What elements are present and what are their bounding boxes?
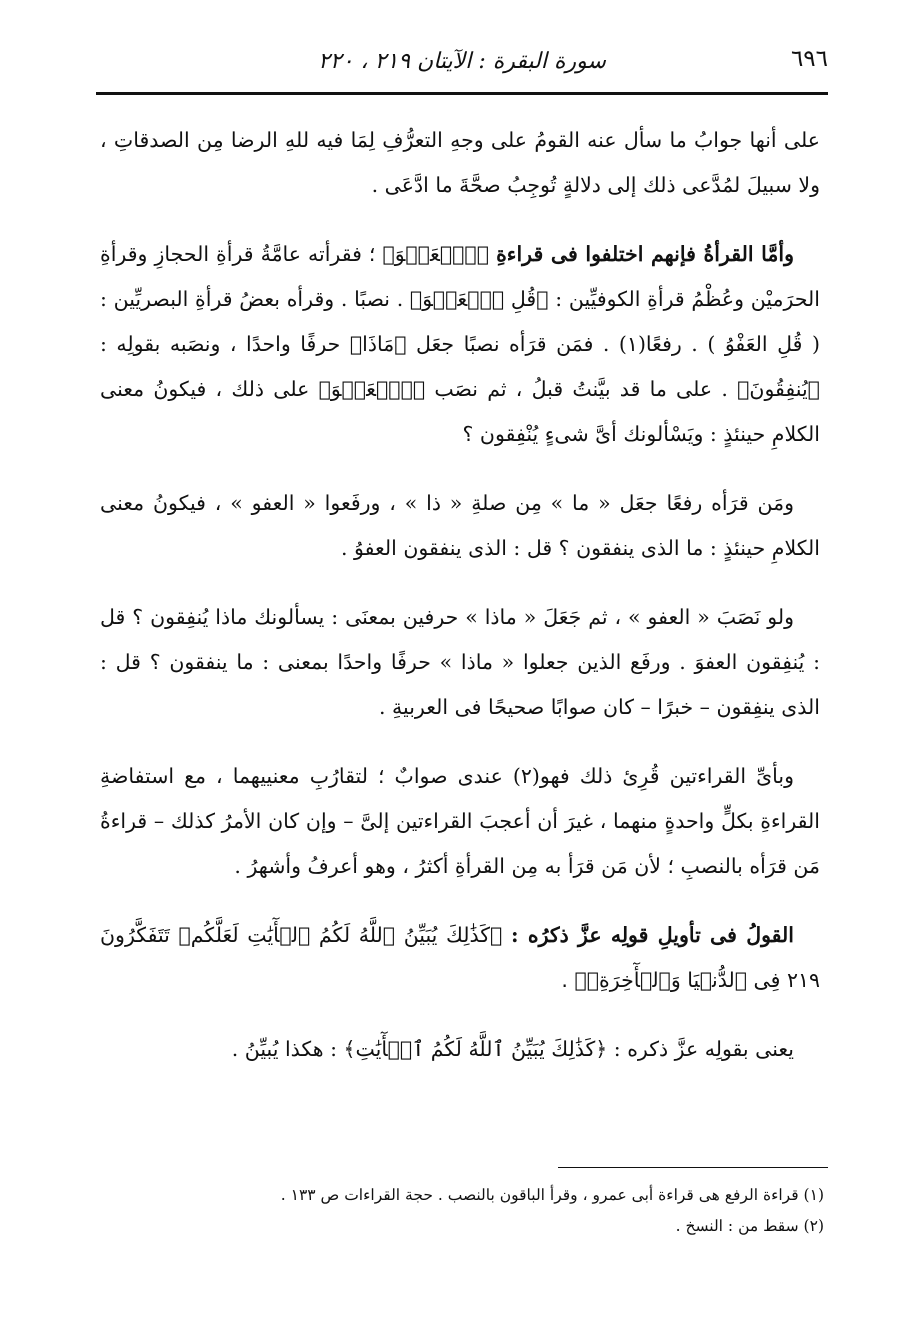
running-title: سورة البقرة : الآيتان ٢١٩ ، ٢٢٠ [318, 49, 606, 74]
paragraph-lead: القولُ فى تأويلِ قولِه عزَّ ذكرُه : [511, 923, 794, 947]
page-number: ٦٩٦ [790, 46, 828, 72]
paragraph-text: ﴿ٱلۡعَفۡوَ﴾ ؛ فقرأته عامَّةُ قرأةِ الحجازِ وقرأةِ الحرَميْن وعُظْمُ قرأةِ الكوفيِّين : ﴿قُلِ ٱلۡعَفۡوَ﴾ . نصبًا . وقرأه بعضُ قرأةِ البصريِّين : ( قُلِ العَفْوُ ) . رفعًا(١) . فمَن قرَأه نصبًا جعَل ﴿مَاذَا﴾ حرفًا واحدًا ، ونصَبه بقولِه : ﴿يُنفِقُونَ﴾ . على ما قد بيَّنتُ قبلُ ، ثم نصَب ﴿ٱلۡعَفۡوَ﴾ على ذلك ، فيكونُ معنى الكلامِ حينئذٍ : ويَسْألونك أىَّ شىءٍ يُنْفِقون ؟ [100, 242, 820, 446]
paragraph [100, 118, 820, 208]
paragraph [100, 595, 820, 730]
paragraph [100, 1027, 820, 1072]
paragraph [100, 913, 820, 1003]
paragraph-lead: وأمَّا القرأةُ فإنهم اختلفوا فى قراءةِ [496, 242, 795, 266]
paragraph-text: يعنى بقولِه عزَّ ذكره : ﴿كَذَٰلِكَ يُبَيِّنُ ٱللَّهُ لَكُمُ ٱلۡأٓيَٰتِ﴾ : هكذا يُبيِّنُ . [231, 1037, 794, 1061]
footnote: (١) قراءة الرفع هى قراءة أبى عمرو ، وقرأ الباقون بالنصب . حجة القراءات ص ١٣٣ . [280, 1186, 824, 1204]
paragraph-text: ولو نَصَبَ « العفو » ، ثم جَعَلَ « ماذا » حرفين بمعنَى : يسألونك ماذا يُنفِقون ؟ قل : يُنفِقون العفوَ . ورفَع الذين جعلوا « ماذا » حرفًا واحدًا بمعنى : ما ينفقون ؟ قل : الذى ينفِقون – خبرًا – كان صوابًا صحيحًا فى العربيةِ . [100, 605, 820, 719]
paragraph-text: ومَن قرَأه رفعًا جعَل « ما » مِن صلةِ « ذا » ، ورفَعوا « العفو » ، فيكونُ معنى الكلامِ حينئذٍ : ما الذى ينفقون ؟ قل : الذى ينفقون العفوُ . [100, 491, 820, 560]
footnotes [120, 1180, 824, 1242]
main-text [100, 118, 820, 1096]
footnote-rule [558, 1167, 828, 1168]
paragraph [100, 754, 820, 889]
paragraph [100, 232, 820, 457]
paragraph-text: على أنها جوابُ ما سأل عنه القومُ على وجهِ التعرُّفِ لِمَا فيه للهِ الرضا مِن الصدقاتِ ، ولا سبيلَ لمُدَّعى ذلك إلى دلالةٍ تُوجِبُ صحَّةَ ما ادَّعَى . [100, 128, 820, 197]
paragraph-text: وبأىِّ القراءتين قُرِئ ذلك فهو(٢) عندى صوابٌ ؛ لتقارُبِ معنييهما ، مع استفاضةِ القراءةِ بكلٍّ واحدةٍ منهما ، غيرَ أن أعجبَ القراءتين إلىَّ – وإن كان الأمرُ كذلك – قراءةُ مَن قرَأه بالنصبِ ؛ لأن مَن قرَأ به مِن القرأةِ أكثرُ ، وهو أعرفُ وأشهرُ . [100, 764, 820, 878]
footnote: (٢) سقط من : النسخ . [675, 1217, 824, 1235]
header-rule [96, 92, 828, 95]
paragraph-text: ﴿كَذَٰلِكَ يُبَيِّنُ ٱللَّهُ لَكُمُ ٱلۡأٓيَٰتِ لَعَلَّكُمۡ تَتَفَكَّرُونَ ٢١٩ فِى ٱلدُّنۡيَا وَٱلۡأٓخِرَةِۗ﴾ . [100, 923, 820, 992]
paragraph [100, 481, 820, 571]
page-header [96, 38, 828, 74]
